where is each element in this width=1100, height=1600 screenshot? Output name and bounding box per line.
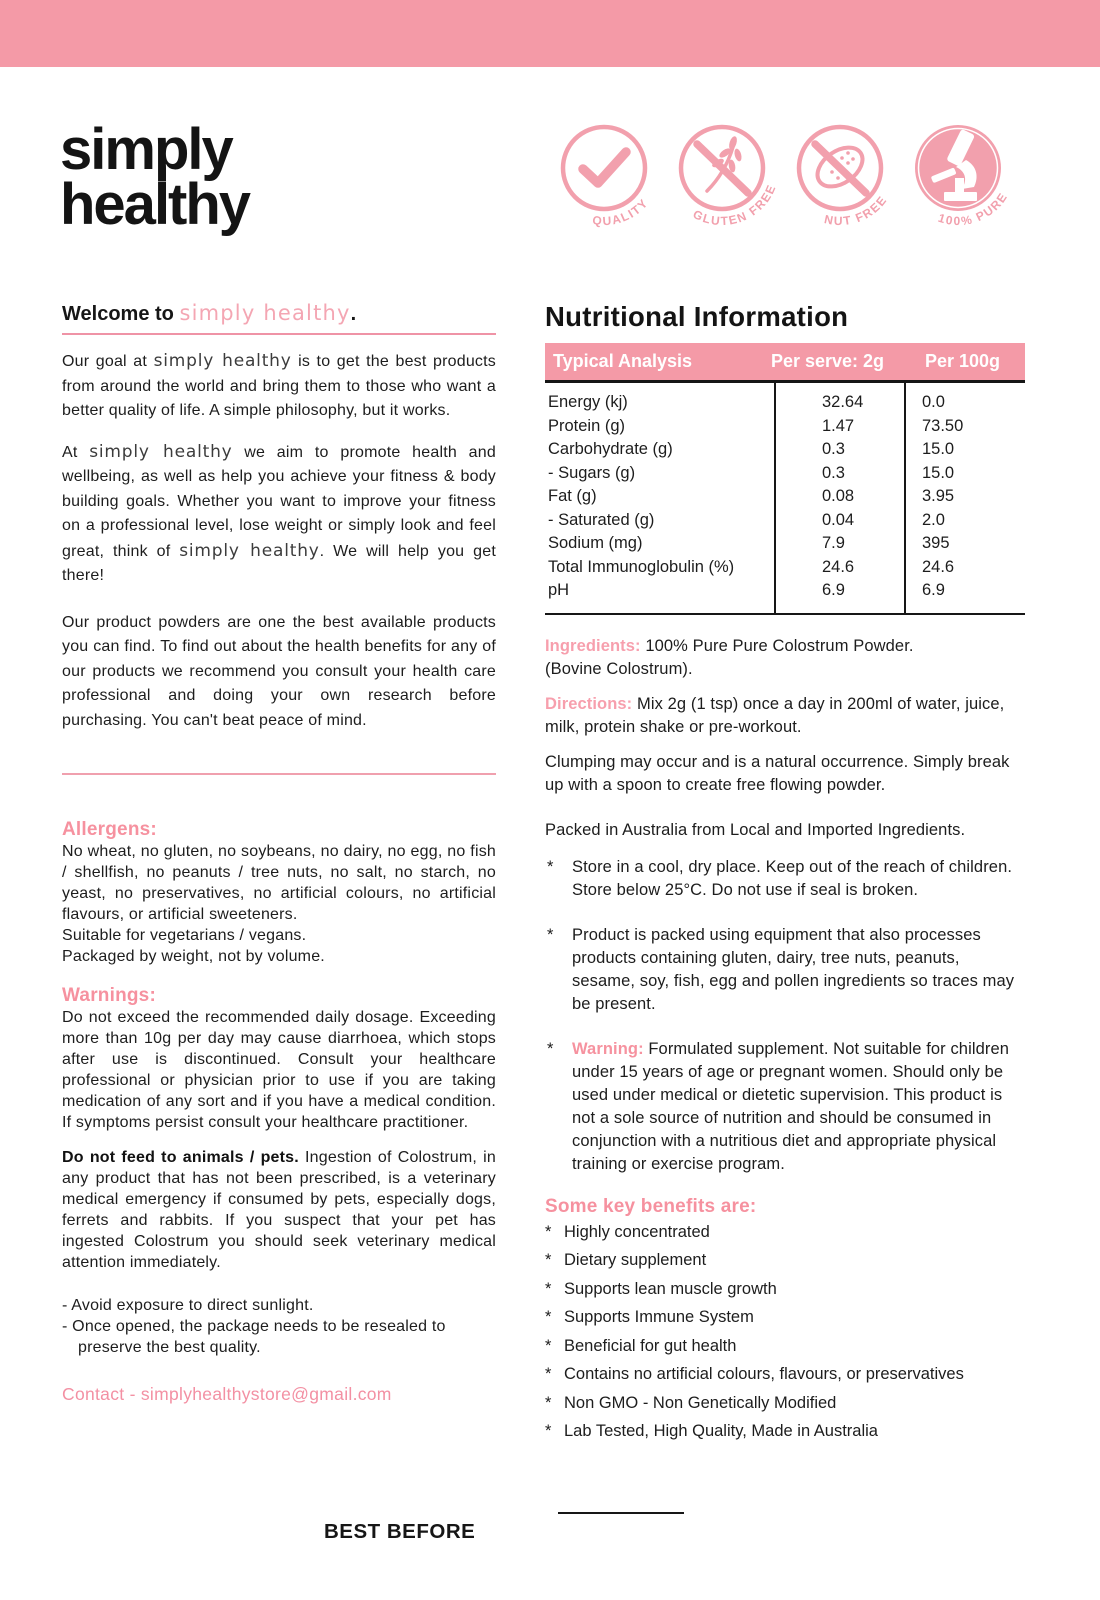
nut-free-badge-label: NUT FREE [822, 192, 891, 228]
table-row: pH 6.9 6.9 [548, 581, 945, 599]
intro-p1-brand: simply healthy [153, 351, 292, 371]
col-typical-analysis: Typical Analysis [553, 351, 693, 371]
nutrition-table [545, 343, 1025, 615]
benefit-item: * Supports Immune System [545, 1303, 1025, 1332]
pets-lead: Do not feed to animals / pets. [62, 1149, 299, 1166]
best-before-label: BEST BEFORE [324, 1520, 476, 1543]
top-pink-bar [0, 0, 1100, 67]
benefit-item: * Lab Tested, High Quality, Made in Australia [545, 1417, 1025, 1446]
brand-logo [60, 117, 250, 237]
note-sunlight: - Avoid exposure to direct sunlight. [62, 1297, 314, 1314]
badge-row [552, 118, 1022, 228]
nutrition-heading: Nutritional Information [545, 301, 849, 332]
intro-p1-text: Our goal at [62, 353, 148, 370]
allergens-line3: Packaged by weight, not by volume. [62, 948, 325, 965]
equipment-bullet [545, 924, 1025, 1016]
pure-badge [906, 118, 1022, 228]
directions-text: Mix 2g (1 tsp) once a day in 200ml of water, juice, milk, protein shake or pre-workout. [545, 694, 1005, 736]
warning-bullet-text: Formulated supplement. Not suitable for children under 15 years of age or pregnant women. Should only be used under medical or dietetic supervision. This product is not a sole source of nutrition and should be consumed in conjunction with a nutritious diet and appropriate physical training or exercise program. [572, 1039, 1010, 1173]
benefits-heading: Some key benefits are: [545, 1195, 757, 1217]
left-column [62, 300, 496, 1405]
benefit-item: * Beneficial for gut health [545, 1332, 1025, 1361]
warnings-body: Do not exceed the recommended daily dosage. Exceeding more than 10g per day may cause diarrhoea, which stops after use is discontinued. Consult your healthcare professional or physician prior to use if you are taking medication of any sort and if you have a medical condition. If symptoms persist consult your healthcare practitioner. [62, 1009, 496, 1131]
nutrition-table-header [545, 343, 1025, 380]
benefit-item: * Contains no artificial colours, flavours, or preservatives [545, 1360, 1025, 1389]
benefit-item: * Highly concentrated [545, 1218, 1025, 1247]
packed-note: Packed in Australia from Local and Imported Ingredients. [545, 820, 966, 839]
welcome-period: . [350, 303, 357, 325]
ingredients-label: Ingredients: [545, 636, 641, 655]
nutrition-table-body [545, 380, 1025, 615]
table-row: Total Immunoglobulin (%) 24.6 24.6 [548, 557, 955, 576]
col-per-serve: Per serve: 2g [770, 351, 885, 371]
benefit-item: * Supports lean muscle growth [545, 1275, 1025, 1304]
ingredients-text: 100% Pure Pure Colostrum Powder. [645, 636, 914, 655]
asterisk-marker: * [545, 1222, 552, 1241]
asterisk-marker: * [545, 1308, 552, 1326]
quality-badge [552, 118, 668, 228]
warning-bullet [545, 1038, 1025, 1176]
col-per-100g: Per 100g [924, 351, 1001, 371]
warning-label: Warning: [572, 1039, 644, 1058]
equipment-bullet-text: Product is packed using equipment that also processes products containing gluten, dairy, tree nuts, peanuts, sesame, soy, fish, egg and pollen ingredients so traces may be present. [572, 925, 1015, 1013]
intro-p2-text: At [62, 443, 78, 461]
asterisk-marker: * [547, 857, 554, 876]
benefits-section [545, 1196, 1025, 1446]
asterisk-marker: * [545, 1336, 552, 1355]
clumping-note: Clumping may occur and is a natural occurrence. Simply break up with a spoon to create free flowing powder. [545, 752, 1010, 794]
table-row: Sodium (mg) 7.9 395 [548, 534, 950, 552]
asterisk-marker: * [545, 1422, 552, 1440]
allergens-body: No wheat, no gluten, no soybeans, no dairy, no egg, no fish / shellfish, no peanuts / tree nuts, no salt, no starch, no yeast, no preservatives, no artificial colours, no artificial flavours, or artificial sweeteners. [62, 843, 496, 923]
pets-body: Ingestion of Colostrum, in any product that has not been prescribed, is a veterinary medical emergency if consumed by pets, especially dogs, ferrets and rabbits. If you suspect that your pet has ingested Colostrum you should seek veterinary medical attention immediately. [62, 1149, 496, 1271]
intro-p2-brand2: simply healthy [179, 540, 320, 561]
microscope-icon [915, 125, 1001, 211]
brand-logo-line2: healthy [60, 172, 250, 237]
asterisk-marker: * [547, 925, 554, 944]
asterisk-marker: * [545, 1279, 552, 1298]
benefit-item: * Dietary supplement [545, 1246, 1025, 1275]
check-icon [563, 127, 645, 209]
right-column [545, 300, 1025, 1446]
storage-notes [62, 1295, 496, 1358]
table-row: Fat (g) 0.08 3.95 [548, 487, 955, 505]
nut-crossed-icon [799, 127, 881, 209]
intro-p2-brand: simply healthy [89, 441, 233, 462]
intro-p2-text2: we aim to promote health and wellbeing, as well as help you achieve your fitness & body building goals. Whether you want to improve your fitness on a professional level, lose weight or simply look and feel great, think of [62, 443, 496, 560]
warnings-heading: Warnings: [62, 985, 156, 1006]
intro-paragraph-1 [62, 349, 496, 424]
benefit-item: * Non GMO - Non Genetically Modified [545, 1389, 1025, 1418]
contact-email: Contact - simplyhealthystore@gmail.com [62, 1384, 392, 1404]
quality-badge-label: QUALITY [591, 195, 652, 228]
brand-logo-line1: simply [60, 117, 232, 182]
directions-label: Directions: [545, 694, 633, 713]
intro-paragraph-2 [62, 440, 496, 589]
directions-line [545, 693, 1025, 739]
allergens-heading: Allergens: [62, 819, 157, 840]
intro-p2-text3: . We will help you get there! [62, 542, 496, 584]
welcome-brand: simply healthy [179, 301, 351, 325]
nut-free-badge [788, 118, 904, 228]
allergens-section [62, 819, 496, 967]
wheat-crossed-icon [681, 127, 763, 209]
storage-bullet-text: Store in a cool, dry place. Keep out of the reach of children. Store below 25°C. Do not use if seal is broken. [572, 857, 1013, 899]
table-vertical-line [774, 383, 776, 613]
pure-badge-label: 100% PURE [936, 189, 1011, 228]
table-vertical-line [904, 383, 906, 613]
ingredients-text2: (Bovine Colostrum). [545, 659, 693, 678]
storage-bullet [545, 856, 1025, 902]
gluten-free-badge [670, 118, 786, 228]
pink-divider [62, 773, 496, 775]
asterisk-marker: * [545, 1365, 552, 1383]
asterisk-marker: * [545, 1393, 552, 1412]
svg-text:QUALITY [592, 196, 652, 228]
note-reseal: - Once opened, the package needs to be resealed to preserve the best quality. [62, 1318, 446, 1356]
intro-p1-text2: is to get the best products from around the world and bring them to those who want a better quality of life. A simple philosophy, but it works. [62, 353, 496, 419]
warnings-section [62, 985, 496, 1133]
welcome-heading [62, 300, 496, 335]
allergens-line2: Suitable for vegetarians / vegans. [62, 927, 307, 944]
best-before-line [558, 1512, 684, 1514]
asterisk-marker: * [547, 1039, 554, 1058]
gluten-free-badge-label: GLUTEN FREE [690, 181, 779, 228]
asterisk-marker: * [545, 1251, 552, 1269]
table-row: - Saturated (g) 0.04 2.0 [548, 510, 945, 529]
intro-paragraph-3: Our product powders are one the best available products you can find. To find out about the health benefits for any of our products we recommend you consult your health care professional and doing your own research before purchasing. You can't beat peace of mind. [62, 613, 496, 729]
table-row: Protein (g) 1.47 73.50 [548, 416, 964, 435]
table-row: Carbohydrate (g) 0.3 15.0 [548, 440, 955, 458]
table-row: Energy (kj) 32.64 0.0 [548, 393, 945, 411]
table-row: - Sugars (g) 0.3 15.0 [548, 463, 955, 482]
pets-warning [62, 1147, 496, 1273]
ingredients-line [545, 635, 1025, 681]
welcome-prefix: Welcome to [62, 303, 174, 325]
